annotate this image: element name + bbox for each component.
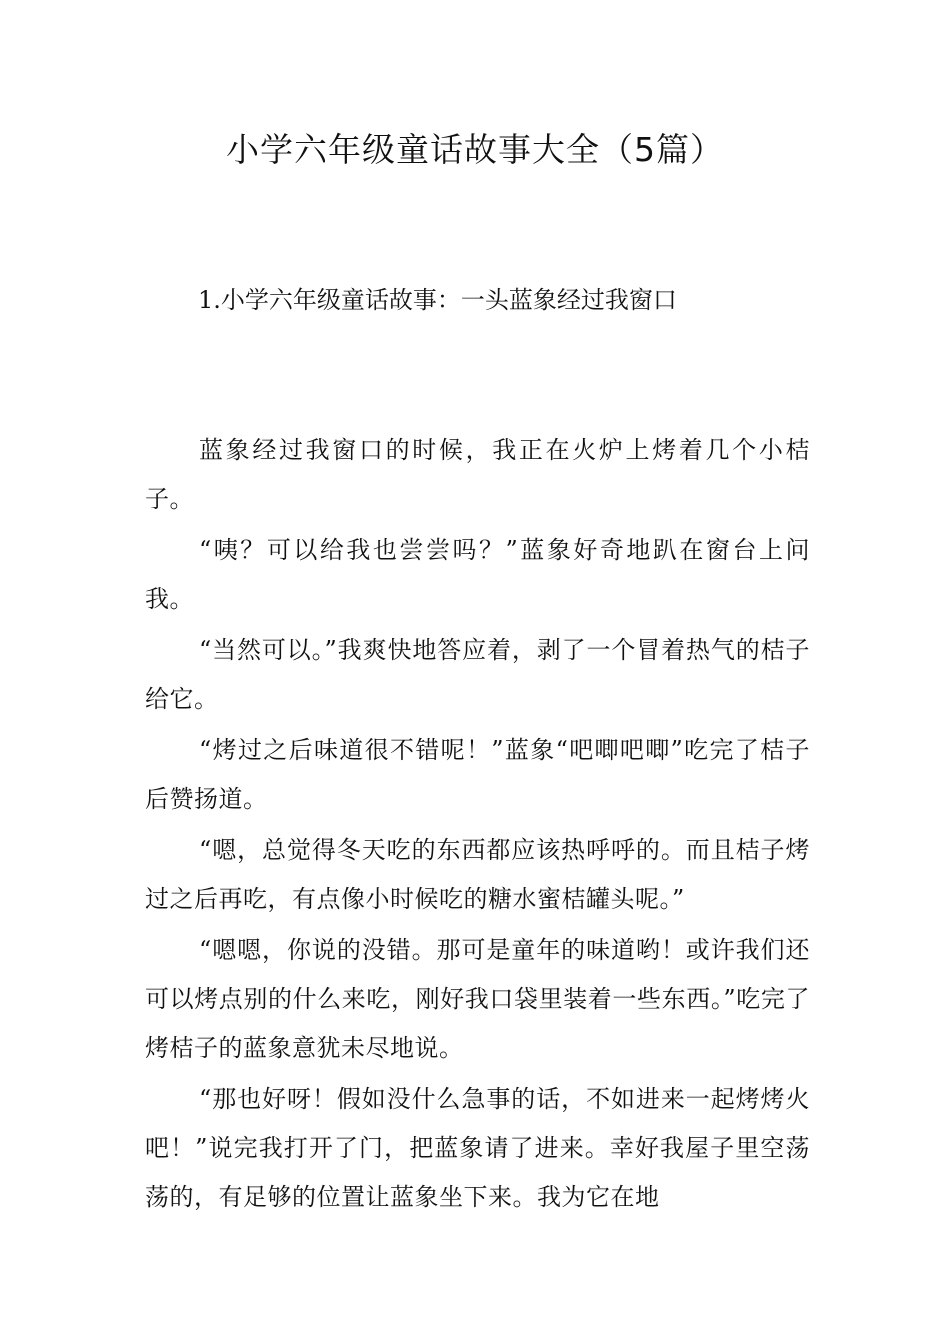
paragraph: “嗯嗯，你说的没错。那可是童年的味道哟！或许我们还可以烤点别的什么来吃，刚好我口袋里装着一些东西。”吃完了烤桔子的蓝象意犹未尽地说。	[145, 936, 810, 1062]
document-title: 小学六年级童话故事大全（5篇）	[226, 130, 724, 169]
paragraph: “咦？可以给我也尝尝吗？”蓝象好奇地趴在窗台上问我。	[145, 536, 810, 613]
paragraph: “嗯，总觉得冬天吃的东西都应该热呼呼的。而且桔子烤过之后再吃，有点像小时候吃的糖水蜜桔罐头呢。”	[145, 836, 810, 913]
paragraph: “那也好呀！假如没什么急事的话，不如进来一起烤烤火吧！”说完我打开了门，把蓝象请了进来。幸好我屋子里空荡荡的，有足够的位置让蓝象坐下来。我为它在地	[145, 1085, 810, 1211]
paragraph: “当然可以。”我爽快地答应着，剥了一个冒着热气的桔子给它。	[145, 636, 810, 713]
section-heading: 1.小学六年级童话故事：一头蓝象经过我窗口	[198, 286, 677, 314]
paragraph: 蓝象经过我窗口的时候，我正在火炉上烤着几个小桔子。	[145, 436, 810, 513]
story-body	[145, 426, 810, 1224]
paragraph: “烤过之后味道很不错呢！”蓝象“吧唧吧唧”吃完了桔子后赞扬道。	[145, 736, 810, 813]
